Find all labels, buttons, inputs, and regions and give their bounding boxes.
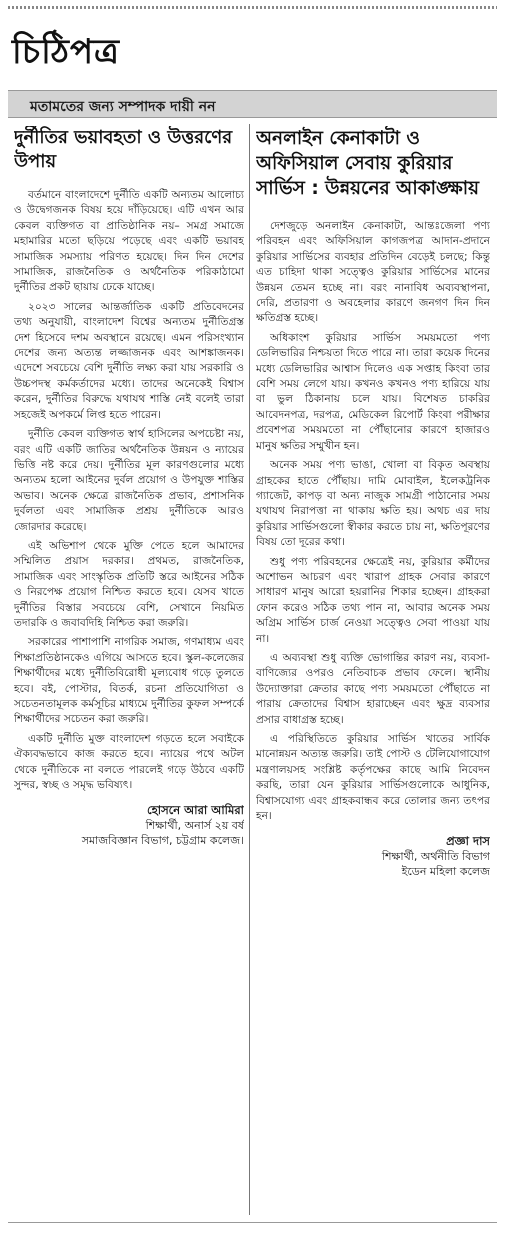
left-letter-role: শিক্ষার্থী, অনার্স ২য় বর্ষ xyxy=(145,819,244,833)
left-letter-paragraph: একটি দুর্নীতি মুক্ত বাংলাদেশ গড়তে হলে সবাইকে ঐক্যবদ্ধভাবে কাজ করতে হবে। ন্যায়ের পথে অটল থেকে দুর্নীতিকে না বলতে পারলেই গড়ে উঠবে একটি সুন্দর, স্বচ্ছ ও সমৃদ্ধ ভবিষ্যৎ। xyxy=(14,732,244,792)
left-letter-paragraph: এই অভিশাপ থেকে মুক্তি পেতে হলে আমাদের সম্মিলিত প্রয়াস দরকার। প্রথমত, রাজনৈতিক, সামাজিক এবং সাংস্কৃতিক প্রতিটি স্তরে আইনের সঠিক ও নিরপেক্ষ প্রয়োগ নিশ্চিত করতে হবে। যেসব খাতে দুর্নীতির বিস্তার সবচেয়ে বেশি, সেখানে নিয়মিত তদারকি ও জবাবদিহি নিশ্চিত করা জরুরি। xyxy=(14,539,244,629)
left-letter-institution: সমাজবিজ্ঞান বিভাগ, চট্টগ্রাম কলেজ। xyxy=(81,834,244,848)
left-letter-paragraph: দুর্নীতি কেবল ব্যক্তিগত স্বার্থ হাসিলের অপচেষ্টা নয়, বরং এটি একটি জাতির অর্থনৈতিক উন্নয়ন ও ন্যায়ের ভিত্তি নষ্ট করে দেয়। দুর্নীতির মূল কারণগুলোর মধ্যে অন্যতম হলো আইনের দুর্বল প্রয়োগ ও উপযুক্ত শাস্তির অভাব। অনেক ক্ষেত্রে রাজনৈতিক প্রভাব, প্রশাসনিক দুর্বলতা এবং সামাজিক প্রশ্রয় দুর্নীতিকে আরও জোরদার করেছে। xyxy=(14,428,244,533)
left-letter-paragraph: ২০২৩ সালের আন্তর্জাতিক একটি প্রতিবেদনের তথ্য অনুযায়ী, বাংলাদেশ বিশ্বের অন্যতম দুর্নীতিগ্রস্ত দেশ হিসেবে দশম অবস্থানে রয়েছে। এমন পরিসংখ্যান দেশের জন্য অত্যন্ত লজ্জাজনক এবং আশঙ্কাজনক। এদেশে সবচেয়ে বেশি দুর্নীতি লক্ষ্য করা যায় সরকারি ও উচ্চপদস্থ কর্মকর্তাদের মধ্যে। তাদের অনেকেই বিশ্বাস করেন, দুর্নীতির বিরুদ্ধে যথাযথ শাস্তি নেই বলেই তারা সহজেই অপকর্মে লিপ্ত হতে পারেন। xyxy=(14,300,244,421)
right-letter-author: প্রজ্ঞা দাস xyxy=(446,834,490,849)
left-letter-title: দুর্নীতির ভয়াবহতা ও উত্তরণের উপায় xyxy=(14,127,233,172)
bottom-rule xyxy=(8,1222,497,1223)
top-rule xyxy=(8,6,497,9)
disclaimer-text: মতামতের জন্য সম্পাদক দায়ী নন xyxy=(30,99,216,115)
section-title: চিঠিপত্র xyxy=(12,32,121,72)
right-letter-signature xyxy=(256,834,490,879)
column-divider xyxy=(249,124,250,1215)
left-letter-author: হোসনে আরা আমিরা xyxy=(147,803,244,818)
right-letter-paragraph: এ অব্যবস্থা শুধু ব্যক্তি ভোগান্তির কারণ নয়, ব্যবসা-বাণিজ্যের ওপরও নেতিবাচক প্রভাব ফেলে। স্থানীয় উদ্যোক্তারা ক্রেতার কাছে পণ্য সময়মতো পৌঁছাতে না পারায় ক্রেতাদের বিশ্বাস হারাচ্ছেন এবং ক্ষুদ্র ব্যবসার প্রসার বাধাগ্রস্ত হচ্ছে। xyxy=(256,651,490,726)
left-letter-paragraph: বর্তমানে বাংলাদেশে দুর্নীতি একটি অন্যতম আলোচ্য ও উদ্বেগজনক বিষয় হয়ে দাঁড়িয়েছে। এটি এখন আর কেবল ব্যক্তিগত বা প্রাতিষ্ঠানিক নয়– সমগ্র সমাজে মহামারির মতো ছড়িয়ে পড়েছে এবং একটি ভয়াবহ সামাজিক সমস্যায় পরিণত হয়েছে। দিন দিন দেশের সামাজিক, রাজনৈতিক ও অর্থনৈতিক পরিকাঠামো দুর্নীতির প্রকট ছায়ায় ঢেকে যাচ্ছে। xyxy=(14,189,244,294)
left-letter-paragraph: সরকারের পাশাপাশি নাগরিক সমাজ, গণমাধ্যম এবং শিক্ষাপ্রতিষ্ঠানকেও এগিয়ে আসতে হবে। স্কুল-কলেজের শিক্ষার্থীদের মধ্যে দুর্নীতিবিরোধী মূল্যবোধ গড়ে তুলতে হবে। বই, পোস্টার, বিতর্ক, রচনা প্রতিযোগিতা ও সচেতনতামূলক কর্মসূচির মাধ্যমে দুর্নীতির কুফল সম্পর্কে শিক্ষার্থীদের সচেতন করা জরুরি। xyxy=(14,636,244,726)
right-letter-institution: ইডেন মহিলা কলেজ xyxy=(401,865,490,879)
right-letter xyxy=(256,126,490,1215)
right-letter-paragraph: এ পরিস্থিতিতে কুরিয়ার সার্ভিস খাতের সার্বিক মানোন্নয়ন অত্যন্ত জরুরি। তাই পোস্ট ও টেলিযোগাযোগ মন্ত্রণালয়সহ সংশ্লিষ্ট কর্তৃপক্ষের কাছে আমি নিবেদন করছি, তারা যেন কুরিয়ার সার্ভিসগুলোকে আধুনিক, বিশ্বাসযোগ্য এবং গ্রাহকবান্ধব করে তোলার জন্য তৎপর হন। xyxy=(256,733,490,823)
left-letter-signature xyxy=(14,803,244,848)
right-letter-paragraph: দেশজুড়ে অনলাইন কেনাকাটা, আন্তঃজেলা পণ্য পরিবহন এবং অফিসিয়াল কাগজপত্র আদান-প্রদানে কুরিয়ার সার্ভিসের ব্যবহার প্রতিদিন বেড়েই চলছে; কিন্তু এত চাহিদা থাকা সত্ত্বেও কুরিয়ার সার্ভিসের মানের উন্নয়ন তেমন হচ্ছে না। বরং নানাবিধ অব্যবস্থাপনা, দেরি, প্রতারণা ও অবহেলার কারণে জনগণ দিন দিন ক্ষতিগ্রস্ত হচ্ছে। xyxy=(256,220,490,325)
right-letter-title: অনলাইন কেনাকাটা ও অফিসিয়াল সেবায় কুরিয়ার সার্ভিস : উন্নয়নের আকাঙ্ক্ষায় xyxy=(256,128,480,199)
disclaimer-bar xyxy=(8,90,497,118)
right-letter-role: শিক্ষার্থী, অর্থনীতি বিভাগ xyxy=(381,850,490,864)
left-letter xyxy=(14,126,244,1215)
right-letter-paragraph: শুধু পণ্য পরিবহনের ক্ষেত্রেই নয়, কুরিয়ার কর্মীদের অশোভন আচরণ এবং খারাপ গ্রাহক সেবার কারণে সাধারণ মানুষ আরো হয়রানির শিকার হচ্ছেন। গ্রাহকরা ফোন করেও সঠিক তথ্য পান না, আবার অনেক সময় অগ্রিম সার্ভিস চার্জ নেওয়া সত্ত্বেও সেবা পাওয়া যায় না। xyxy=(256,555,490,645)
right-letter-paragraph: অনেক সময় পণ্য ভাঙা, খোলা বা বিকৃত অবস্থায় গ্রাহকের হাতে পৌঁছায়। দামি মোবাইল, ইলেকট্রনিক গ্যাজেট, কাপড় বা অন্য নাজুক সামগ্রী পাঠানোর সময় যথাযথ নিরাপত্তা না থাকায় ক্ষতি হয়। অথচ এর দায় কুরিয়ার সার্ভিসগুলো স্বীকার করতে চায় না, ক্ষতিপূরণের বিষয় তো দূরের কথা। xyxy=(256,459,490,549)
right-letter-paragraph: অধিকাংশ কুরিয়ার সার্ভিস সময়মতো পণ্য ডেলিভারির নিশ্চয়তা দিতে পারে না। তারা কয়েক দিনের মধ্যে ডেলিভারির আশ্বাস দিলেও এক সপ্তাহ কিংবা তার বেশি সময় লেগে যায়। কখনও কখনও পণ্য হারিয়ে যায় বা ভুল ঠিকানায় চলে যায়। বিশেষত চাকরির আবেদনপত্র, দরপত্র, মেডিকেল রিপোর্ট কিংবা পরীক্ষার প্রবেশপত্র সময়মতো না পৌঁছানোর কারণে হাজারও মানুষ ক্ষতির সম্মুখীন হন। xyxy=(256,331,490,452)
